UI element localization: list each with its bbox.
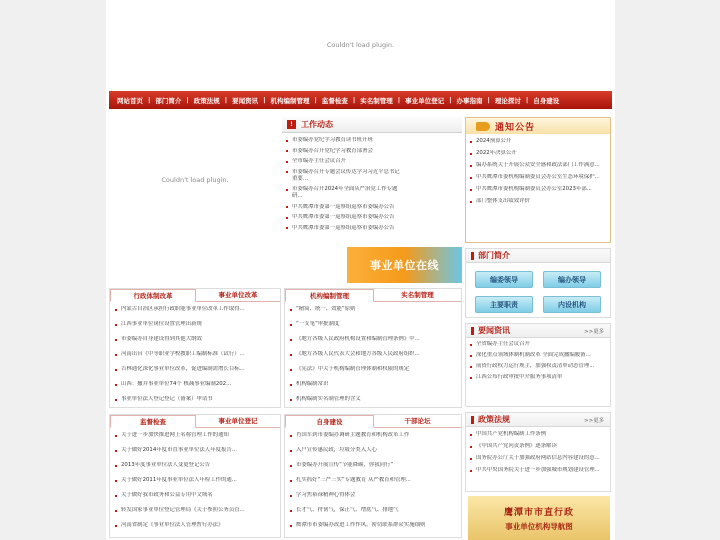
list-item[interactable]: 入户宣传惠民政，垃圾分类入人心	[288, 447, 456, 454]
list-item[interactable]: 机构编制常识	[288, 381, 456, 388]
supervision-tabs	[110, 415, 280, 428]
self-building-tabs	[285, 415, 461, 428]
nav-supervision[interactable]: 监督检查	[321, 96, 348, 105]
work-news-panel	[282, 117, 462, 243]
list-item[interactable]: 关于做好我市政务和公益专用中文域名	[113, 492, 276, 499]
main-nav: 网站首页 | 部门简介 | 政策法规 | 要闻资讯 | 机构编制管理 | 监督检查 | 实名制管理 | 事业单位登记 | 办事指南 | 理论探讨 | 自身建设	[109, 91, 612, 109]
list-item[interactable]: 部门整体支出绩效评价	[468, 198, 604, 205]
news-header	[466, 324, 610, 338]
dept-intro-panel	[465, 248, 611, 318]
list-item[interactable]: 江西事业单位岗位设置管理出新规	[113, 321, 276, 328]
list-item[interactable]: 市委编办开展宣传“节能降碳，你我同行”	[288, 462, 456, 469]
list-item[interactable]: 河南出台《中等职业学校教职工编制标准（试行）...	[113, 351, 276, 358]
policy-title: 政策法规	[478, 415, 510, 424]
nav-org-management[interactable]: 机构编制管理	[270, 96, 310, 105]
news-list	[468, 341, 606, 381]
notice-header	[466, 118, 610, 134]
work-news-header	[282, 117, 462, 133]
list-item[interactable]: 2013年度事业单位法人变更登记公告	[113, 462, 276, 469]
list-item[interactable]: 深化重点领域体制机制改革 全面完成撤编履备...	[468, 352, 606, 359]
nav-guide[interactable]: 办事指南	[456, 96, 483, 105]
list-item[interactable]: 转发国家事业单位登记管理局《关于参照公务员管...	[113, 507, 276, 514]
list-item[interactable]: 中共鹰潭市委机构编制委员会办公室生态环境保护...	[468, 174, 604, 181]
list-item[interactable]: 关于做好2011年度事业单位法人年检工作的通...	[113, 477, 276, 484]
list-item[interactable]: 市委编办召开专题会议传达学习习近平总书记重要...	[284, 169, 402, 183]
tab-cadre-forum[interactable]: 干部论坛	[374, 415, 461, 428]
list-item[interactable]: 鹰潭市市委编办改进工作作风，密切联系群众实施细则	[288, 522, 456, 529]
section-bar-icon	[471, 416, 474, 424]
nav-policy[interactable]: 政策法规	[193, 96, 220, 105]
work-news-icon: !	[287, 120, 296, 129]
list-item[interactable]: 扎实抓好“三严三实”专题教育 从严教育和管理...	[288, 477, 456, 484]
list-item[interactable]: 市委编办自身建设得到其他大纲效	[113, 336, 276, 343]
dept-intro-header	[466, 249, 610, 263]
tab-org-management[interactable]: 机构编制管理	[285, 289, 374, 302]
list-item[interactable]: 中国共产党机构编制工作条例	[468, 431, 606, 438]
news-more-link[interactable]: >>更多	[584, 328, 604, 335]
banner-text: 事业单位在线	[370, 259, 439, 272]
list-item[interactable]: 2022年决算公开	[468, 150, 604, 157]
notice-list	[468, 138, 604, 205]
list-item[interactable]: 中共中央国务院关于进一步加强城市规划建设管理...	[468, 467, 606, 474]
horn-icon	[476, 122, 490, 131]
internal-orgs-button[interactable]: 内设机构	[543, 296, 601, 313]
list-item[interactable]: 市委编办召开党纪学习教育部署会	[284, 148, 459, 155]
news-panel	[465, 323, 611, 407]
list-item[interactable]: 编办系统关于开展公众安全感和政法部门工作满意...	[468, 162, 604, 169]
list-item[interactable]: 中共鹰潭市委第一巡察组巡察市委编办公告	[284, 204, 459, 211]
committee-leaders-button[interactable]: 编委领导	[475, 271, 533, 288]
list-item[interactable]: 中共鹰潭市委第一巡察组巡察市委编办公告	[284, 214, 459, 221]
supervision-list	[113, 432, 276, 529]
list-item[interactable]: 关于进一步加快推进网上名称管理工作的通知	[113, 432, 276, 439]
org-navigation-banner[interactable]	[468, 496, 610, 540]
policy-header	[466, 413, 610, 427]
policy-list	[468, 431, 606, 474]
list-item[interactable]: 肖国军到市委编办调研主题教育和机构改革工作	[288, 432, 456, 439]
tab-realname-management[interactable]: 实名制管理	[374, 289, 461, 302]
office-leaders-button[interactable]: 编办领导	[543, 271, 601, 288]
list-item[interactable]: 2024预算公开	[468, 138, 604, 145]
list-item[interactable]: 《地方各级人民政府机构设置和编制管理条例》中...	[288, 336, 456, 343]
org-management-tabs	[285, 289, 461, 302]
notice-title: 通知公告	[495, 122, 536, 133]
tab-self-building[interactable]: 自身建设	[285, 415, 374, 428]
tab-supervision[interactable]: 监督检查	[110, 415, 196, 428]
reform-panel	[109, 288, 281, 408]
tab-admin-reform[interactable]: 行政体制改革	[110, 289, 196, 302]
news-title: 要闻资讯	[478, 326, 510, 335]
self-building-list	[288, 432, 456, 529]
reform-list	[113, 306, 276, 403]
nav-realname[interactable]: 实名制管理	[360, 96, 393, 105]
notice-panel	[465, 117, 611, 243]
nav-news[interactable]: 要闻资讯	[232, 96, 259, 105]
page	[106, 0, 615, 540]
policy-more-link[interactable]: >>更多	[584, 417, 604, 424]
list-item[interactable]: 吉林通化深化事业单位改革，促进编制需增长目标...	[113, 366, 276, 373]
list-item[interactable]: 江西公布行政审批中介服务事项清单	[468, 374, 606, 381]
org-management-panel	[284, 288, 462, 408]
nav-self-building[interactable]: 自身建设	[533, 96, 560, 105]
tab-unit-reform[interactable]: 事业单位改革	[196, 289, 280, 302]
nav-home[interactable]: 网站首页	[117, 96, 143, 105]
list-item[interactable]: 学习焦裕禄精神心得体会	[288, 492, 456, 499]
self-building-panel	[284, 414, 462, 538]
list-item[interactable]: 前资行政权力运行规主，加强权责清单动态管理...	[468, 363, 606, 370]
list-item[interactable]: 关于做好2014年度市直事业单位法人年度报告...	[113, 447, 276, 454]
section-bar-icon	[471, 252, 474, 260]
list-item[interactable]: 长才气、捋韧气，保正气、增底气、排地气	[288, 507, 456, 514]
list-item[interactable]: 国务院办公厅关于加强政府网站信息内容建设的意...	[468, 455, 606, 462]
list-item[interactable]: 山西：撤并事业单位74个 核减事业编制202...	[113, 381, 276, 388]
section-bar-icon	[471, 327, 474, 335]
nav-unit-registration[interactable]: 事业单位登记	[405, 96, 445, 105]
supervision-panel	[109, 414, 281, 538]
list-item[interactable]: 中共鹰潭市委第一巡察组巡察市委编办公告	[284, 225, 459, 232]
org-management-list	[288, 306, 456, 403]
dept-intro-title: 部门简介	[478, 251, 510, 260]
list-item[interactable]: 事业单位法人登记登记（备案）申请书	[113, 396, 276, 403]
list-item[interactable]: 内蒙古自治区承担行政职能事业单位改革工作取得...	[113, 306, 276, 313]
list-item[interactable]: “一支笔”审批制度	[288, 321, 456, 328]
list-item[interactable]: 《宪法》中关于机构编制管理体制和权限的规定	[288, 366, 456, 373]
left-plugin-placeholder: Couldn't load plugin.	[161, 176, 229, 184]
list-item[interactable]: 市委编办党纪学习教育读书班开班	[284, 137, 459, 144]
list-item[interactable]: 全省编办主任会议召开	[468, 341, 606, 348]
unit-online-banner[interactable]	[347, 247, 462, 283]
list-item[interactable]: 《地方各级人民代表大会和地方各级人民政府组织...	[288, 351, 456, 358]
list-item[interactable]: “精简、统一、效能”原则	[288, 306, 456, 313]
work-news-title: 工作动态	[301, 120, 333, 129]
list-item[interactable]: 河南省制定《事业单位法人管理暂行办法》	[113, 522, 276, 529]
list-item[interactable]: 机构编制实名制管理的含义	[288, 396, 456, 403]
top-plugin-placeholder: Couldn't load plugin.	[326, 41, 395, 49]
work-news-list	[284, 137, 459, 232]
nav-theory[interactable]: 理论探讨	[494, 96, 521, 105]
list-item[interactable]: 市委编办召开2024年全面从严治党工作专题研...	[284, 186, 402, 200]
list-item[interactable]: 《中国共产党问责条例》逐条解读	[468, 443, 606, 450]
tab-unit-registration[interactable]: 事业单位登记	[196, 415, 280, 428]
policy-panel	[465, 412, 611, 492]
nav-dept-intro[interactable]: 部门简介	[155, 96, 182, 105]
guide-banner-line2: 事业单位机构导航图	[505, 521, 573, 531]
list-item[interactable]: 中共鹰潭市委机构编制委员会办公室2023年部...	[468, 186, 604, 193]
guide-banner-line1: 鹰潭市市直行政	[503, 507, 574, 518]
reform-tabs	[110, 289, 280, 302]
list-item[interactable]: 全市编办主任会议召开	[284, 158, 459, 165]
main-duties-button[interactable]: 主要职责	[475, 296, 533, 313]
